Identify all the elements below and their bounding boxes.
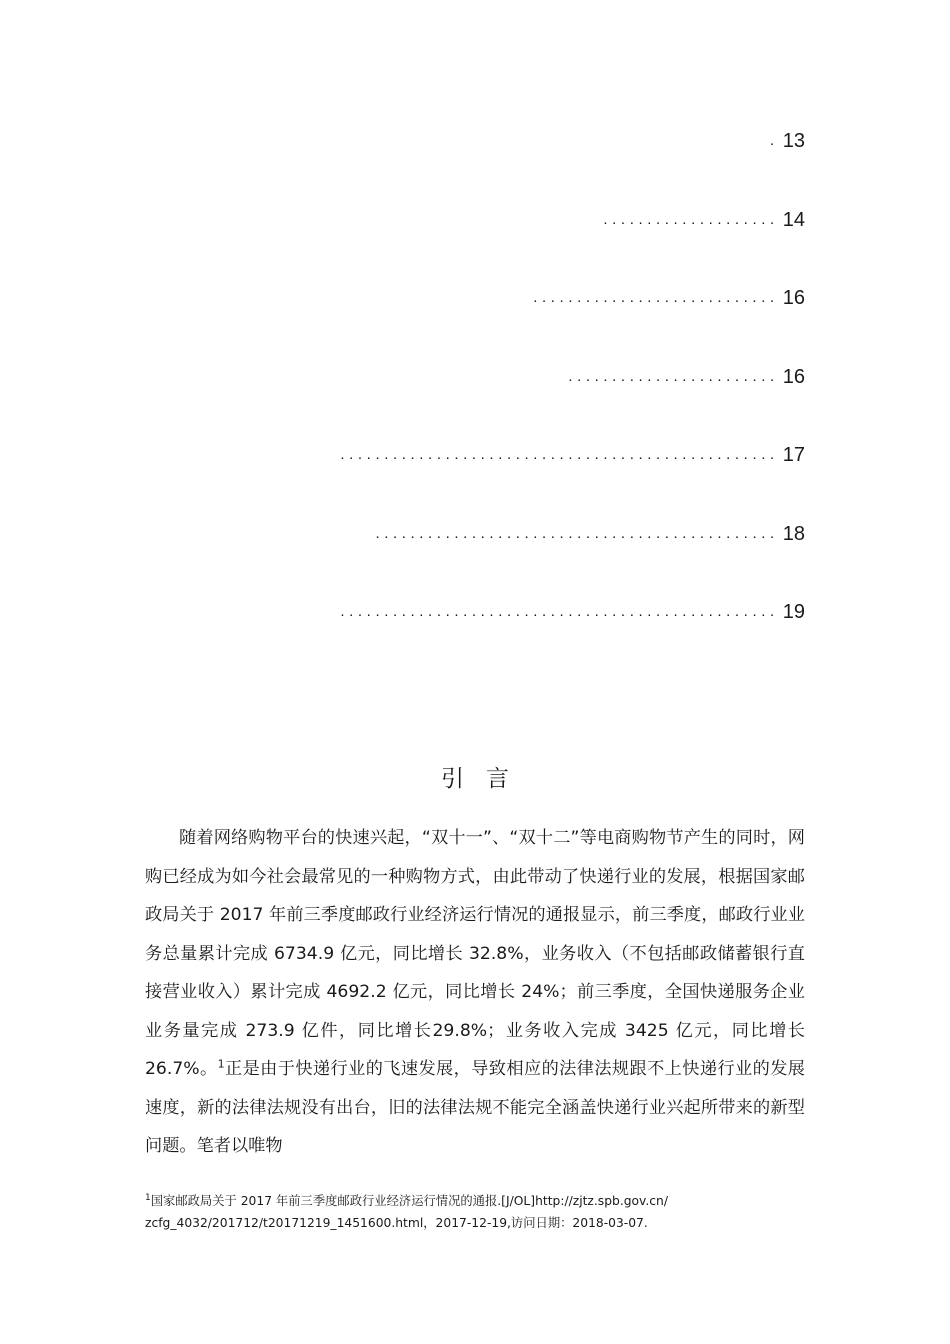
toc-entry[interactable] [603,205,805,235]
paragraph-text-continued: 正是由于快递行业的飞速发展，导致相应的法律法规跟不上快递行业的发展速度，新的法律法规没有出台，旧的法律法规不能完全涵盖快递行业兴起所带来的新型问题。笔者以唯物 [145,1059,805,1156]
toc-page-number: 14 [782,209,805,231]
section-title: 引言 [441,766,531,792]
toc-entry[interactable] [568,362,805,392]
toc-leader-dots: ............................ [533,289,779,306]
toc-leader-dots: .................... [603,211,779,228]
paragraph-text: 随着网络购物平台的快速兴起，“双十一”、“双十二”等电商购物节产生的同时，网购已经成为如今社会最常见的一种购物方式，由此带动了快递行业的发展，根据国家邮政局关于 2017 年前三季度邮政行业经济运行情况的通报显示，前三季度，邮政行业业务总量累计完成 6734.9 亿元，同比增长 32.8%，业务收入（不包括邮政储蓄银行直接营业收入）累计完成 4692.2 亿元，同比增长 24%；前三季度，全国快递服务企业业务量完成 273.9 亿件，同比增长29.8%；业务收入完成 3425 亿元，同比增长 26.7%。 [145,828,805,1079]
toc-leader-dots: ........................ [568,368,779,385]
toc-page-number: 16 [782,366,805,388]
toc-entry[interactable] [340,440,805,470]
footnote-text-1: 国家邮政局关于 2017 年前三季度邮政行业经济运行情况的通报.[J/OL]http://zjtz.spb.gov.cn/ [150,1194,668,1208]
toc-leader-dots: . [769,132,779,149]
toc-entry[interactable] [533,283,805,313]
toc-entry[interactable] [375,519,805,549]
toc-leader-dots: .............................................. [375,525,779,542]
toc-page-number: 19 [782,601,805,623]
footnote-line-1 [145,1190,785,1212]
toc-leader-dots: .................................................. [340,446,779,463]
footnote-reference[interactable]: 1 [217,1057,225,1071]
toc-page-number: 17 [782,444,805,466]
footnote-line-2: zcfg_4032/201712/t20171219_1451600.html，2017-12-19,访问日期：2018-03-07. [145,1216,648,1230]
toc-page-number: 13 [782,130,805,152]
toc-entry[interactable] [770,126,805,156]
toc-page-number: 16 [782,287,805,309]
footnote [145,1190,785,1234]
toc-leader-dots: .................................................. [340,603,779,620]
footnote-mark: 1 [145,1192,151,1203]
toc-entry[interactable] [340,597,805,627]
body-paragraph [145,819,805,1166]
toc-page-number: 18 [782,523,805,545]
